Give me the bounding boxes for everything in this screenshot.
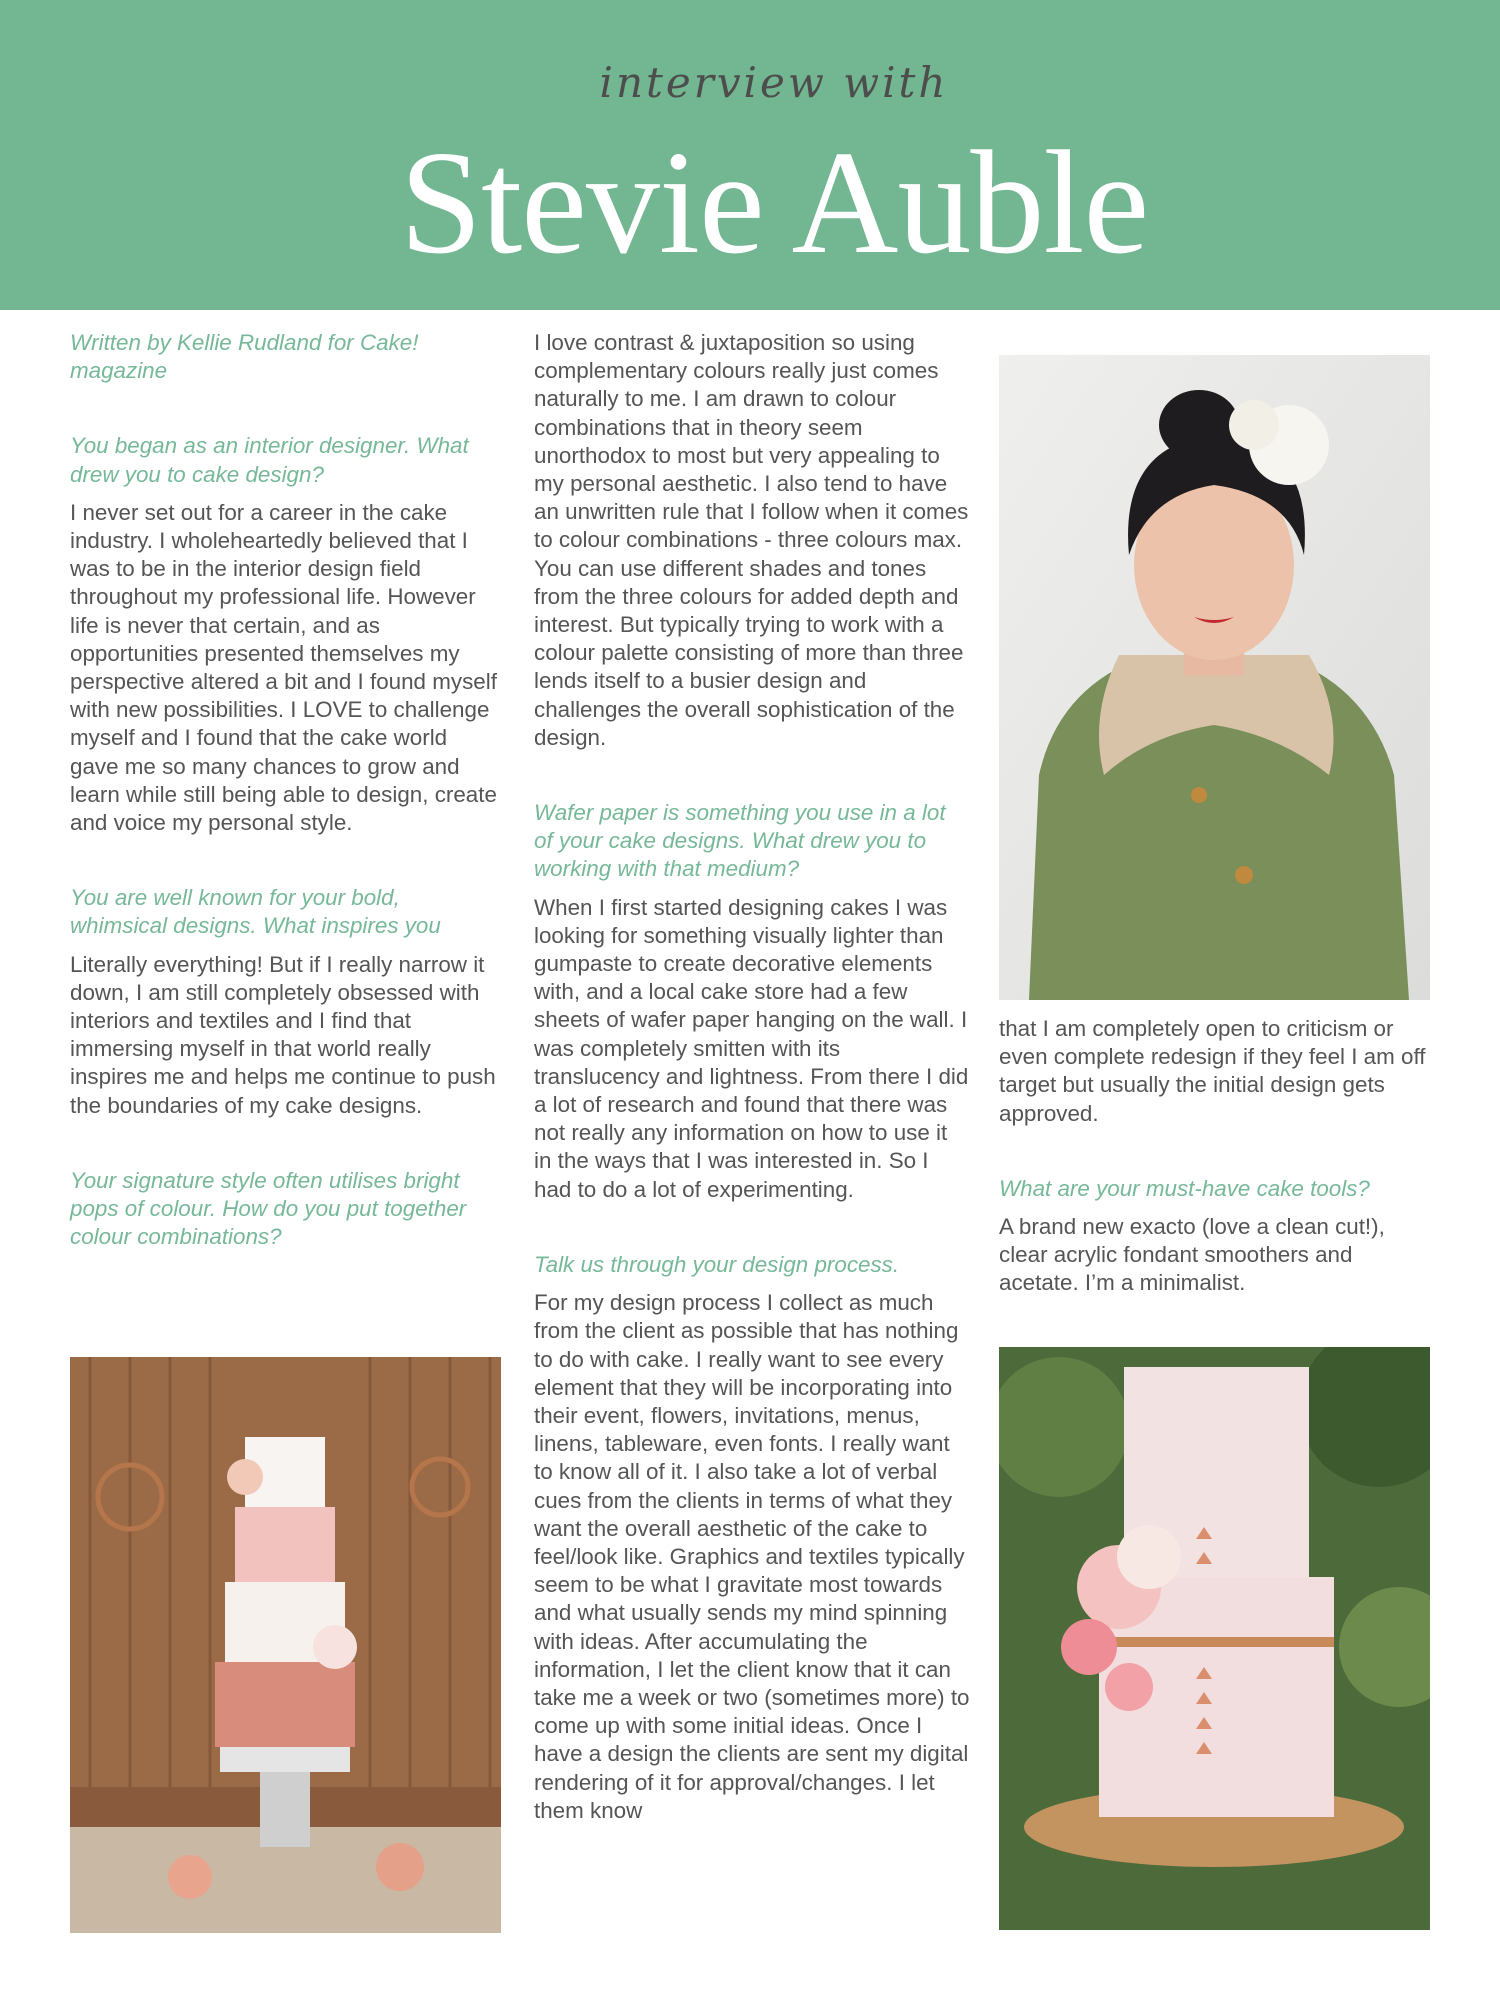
column-3	[999, 1015, 1429, 1298]
question-2: You are well known for your bold, whimsical designs. What inspires you	[70, 885, 441, 939]
column-1	[70, 329, 500, 1251]
answer-6: A brand new exacto (love a clean cut!), clear acrylic fondant smoothers and acetate. I’m a minimalist.	[999, 1214, 1385, 1296]
portrait-illustration	[999, 355, 1430, 1000]
page-title: Stevie Auble	[399, 121, 1149, 285]
answer-4: When I first started designing cakes I was looking for something visually lighter than gumpaste to create decorative elements with, and a local cake store had a few sheets of wafer paper hanging on the wall. I was completely smitten with its translucency and lightness. From there I did a lot of research and found that there was not really any information on how to use it in the ways that I was interested in. So I had to do a lot of experimenting.	[534, 894, 969, 1202]
cake-photo-left	[70, 1357, 501, 1933]
header-kicker: interview with	[599, 58, 949, 107]
portrait-photo	[999, 355, 1430, 1000]
answer-5-continued: that I am completely open to criticism or even complete redesign if they feel I am off target but usually the initial design gets approved.	[999, 1016, 1426, 1126]
answer-5: For my design process I collect as much from the client as possible that has nothing to do with cake. I really want to see every element that they will be incorporating into their event, flowers, invitations, menus, linens, tableware, even fonts. I really want to know all of it. I also take a lot of verbal cues from the clients in terms of what they want the overall aesthetic of the cake to feel/look like. Graphics and textiles typically seem to be what I gravitate most towards and what usually sends my mind spinning with ideas. After accumulating the information, I let the client know that it can take me a week or two (sometimes more) to come up with some initial ideas. Once I have a design the clients are sent my digital rendering of it for approval/changes. I let them know	[534, 1290, 970, 1823]
question-3: Your signature style often utilises bright pops of colour. How do you put together colour combinations?	[70, 1167, 467, 1250]
cake-photo-right	[999, 1347, 1430, 1930]
question-5: Talk us through your design process.	[534, 1251, 900, 1277]
answer-1: I never set out for a career in the cake industry. I wholeheartedly believed that I was to be in the interior design field throughout my professional life. However life is never that certain, and as opportunities presented themselves my perspective altered a bit and I found myself with new possibilities. I LOVE to challenge myself and I found that the cake world gave me so many chances to grow and learn while still being able to design, create and voice my personal style.	[70, 499, 497, 836]
byline: Written by Kellie Rudland for Cake! magazine	[70, 330, 419, 384]
cake-illustration-two-tier	[999, 1347, 1430, 1930]
cake-illustration-tiered	[70, 1357, 501, 1933]
question-1: You began as an interior designer. What drew you to cake design?	[70, 433, 469, 487]
header-banner	[0, 0, 1500, 310]
question-4: Wafer paper is something you use in a lot of your cake designs. What drew you to working with that medium?	[534, 800, 946, 882]
answer-2: Literally everything! But if I really narrow it down, I am still completely obsessed with interiors and textiles and I find that immersing myself in that world really inspires me and helps me continue to push the boundaries of my cake designs.	[70, 951, 496, 1118]
question-6: What are your must-have cake tools?	[999, 1175, 1370, 1201]
column-2	[534, 329, 970, 1825]
answer-3: I love contrast & juxtaposition so using complementary colours really just comes naturally to me. I am drawn to colour combinations that in theory seem unorthodox to most but very appealing to my personal aesthetic. I also tend to have an unwritten rule that I follow when it comes to colour combinations - three colours max. You can use different shades and tones from the three colours for added depth and interest. But typically trying to work with a colour palette consisting of more than three lends itself to a busier design and challenges the overall sophistication of the design.	[534, 330, 969, 750]
